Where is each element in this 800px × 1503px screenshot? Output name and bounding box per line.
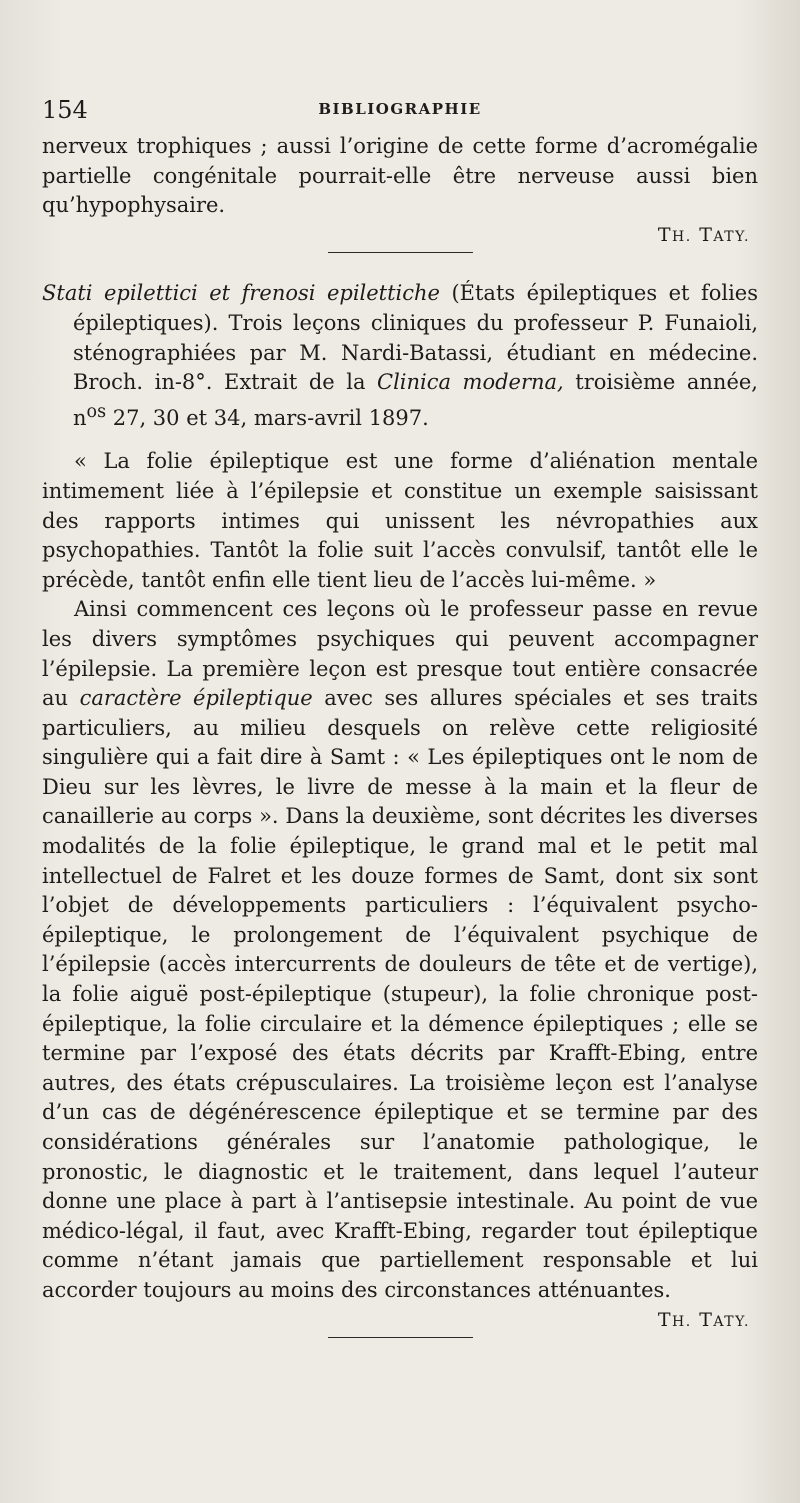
page-number: 154 [42,96,88,124]
emphasis-phrase: caractère épileptique [79,686,313,711]
previous-review-signature: TH. TATY. [657,223,750,246]
journal-title: Clinica moderna, [377,370,564,395]
running-head [42,88,758,132]
review-paragraph: Ainsi commencent ces leçons où le professeur passe en revue les divers symptômes psychiques qui peuvent accompagner l’épilepsie. La première leçon est presque tout entière consacrée au caractère épileptique avec ses allures spéciales et ses traits particuliers, au milieu desquels on relève cette religiosité singulière qui a fait dire à Samt : « Les épileptiques ont le nom de Dieu sur les lèvres, le livre de messe à la main et la fleur de canaillerie au corps ». Dans la deuxième, sont décrites les diverses modalités de la folie épileptique, le grand mal et le petit mal intellectuel de Falret et les douze formes de Samt, dont six sont l’objet de développements particuliers : l’équivalent psycho-épileptique, le prolongement de l’équivalent psychique de l’épilepsie (accès intercurrents de douleurs de tête et de vertige), la folie aiguë post-épileptique (stupeur), la folie chronique post-épileptique, la folie circulaire et la démence épileptiques ; elle se termine par l’exposé des états décrits par Krafft-Ebing, entre autres, des états crépusculaires. La troisième leçon est l’analyse d’un cas de dégénérescence épileptique et se termine par des considérations générales sur l’anatomie pathologique, le pronostic, le diagnostic et le traitement, dans lequel l’auteur donne une place à part à l’antisepsie intestinale. Au point de vue médico-légal, il faut, avec Krafft-Ebing, regarder tout épileptique comme n’étant jamais que partiellement responsable et lui accorder toujours au moins des circonstances atténuantes. [42,597,758,1302]
opening-quote: « La folie épileptique est une forme d’aliénation mentale intimement liée à l’épilepsie et constitue un exemple saisissant des rapports intimes qui unissent les névropathies aux psychopathies. Tantôt la folie suit l’accès convulsif, tantôt elle le précède, tantôt enfin elle tient lieu de l’accès lui-même. » [42,449,758,592]
previous-review-ending: nerveux trophiques ; aussi l’origine de cette forme d’acromégalie partielle congénitale pourrait-elle être nerveuse aussi bien qu’hypophysaire. [42,134,758,218]
running-title: BIBLIOGRAPHIE [318,100,482,118]
bibliographic-entry: Stati epilettici et frenosi epilettiche (États épileptiques et folies épileptiques). Trois leçons cliniques du professeur P. Funaioli, sténographiées par M. Nardi-Batassi, étudiant en médecine. Broch. in-8°. Extrait de la Clinica moderna, troisième année, $n^{os}$ 27, 30 et 34, mars-avril 1897. [42,281,758,430]
closing-rule [328,1337,473,1338]
review-signature: TH. TATY. [657,1308,750,1331]
separator-rule [328,252,473,253]
entry-title: Stati epilettici et frenosi epilettiche [42,281,440,306]
